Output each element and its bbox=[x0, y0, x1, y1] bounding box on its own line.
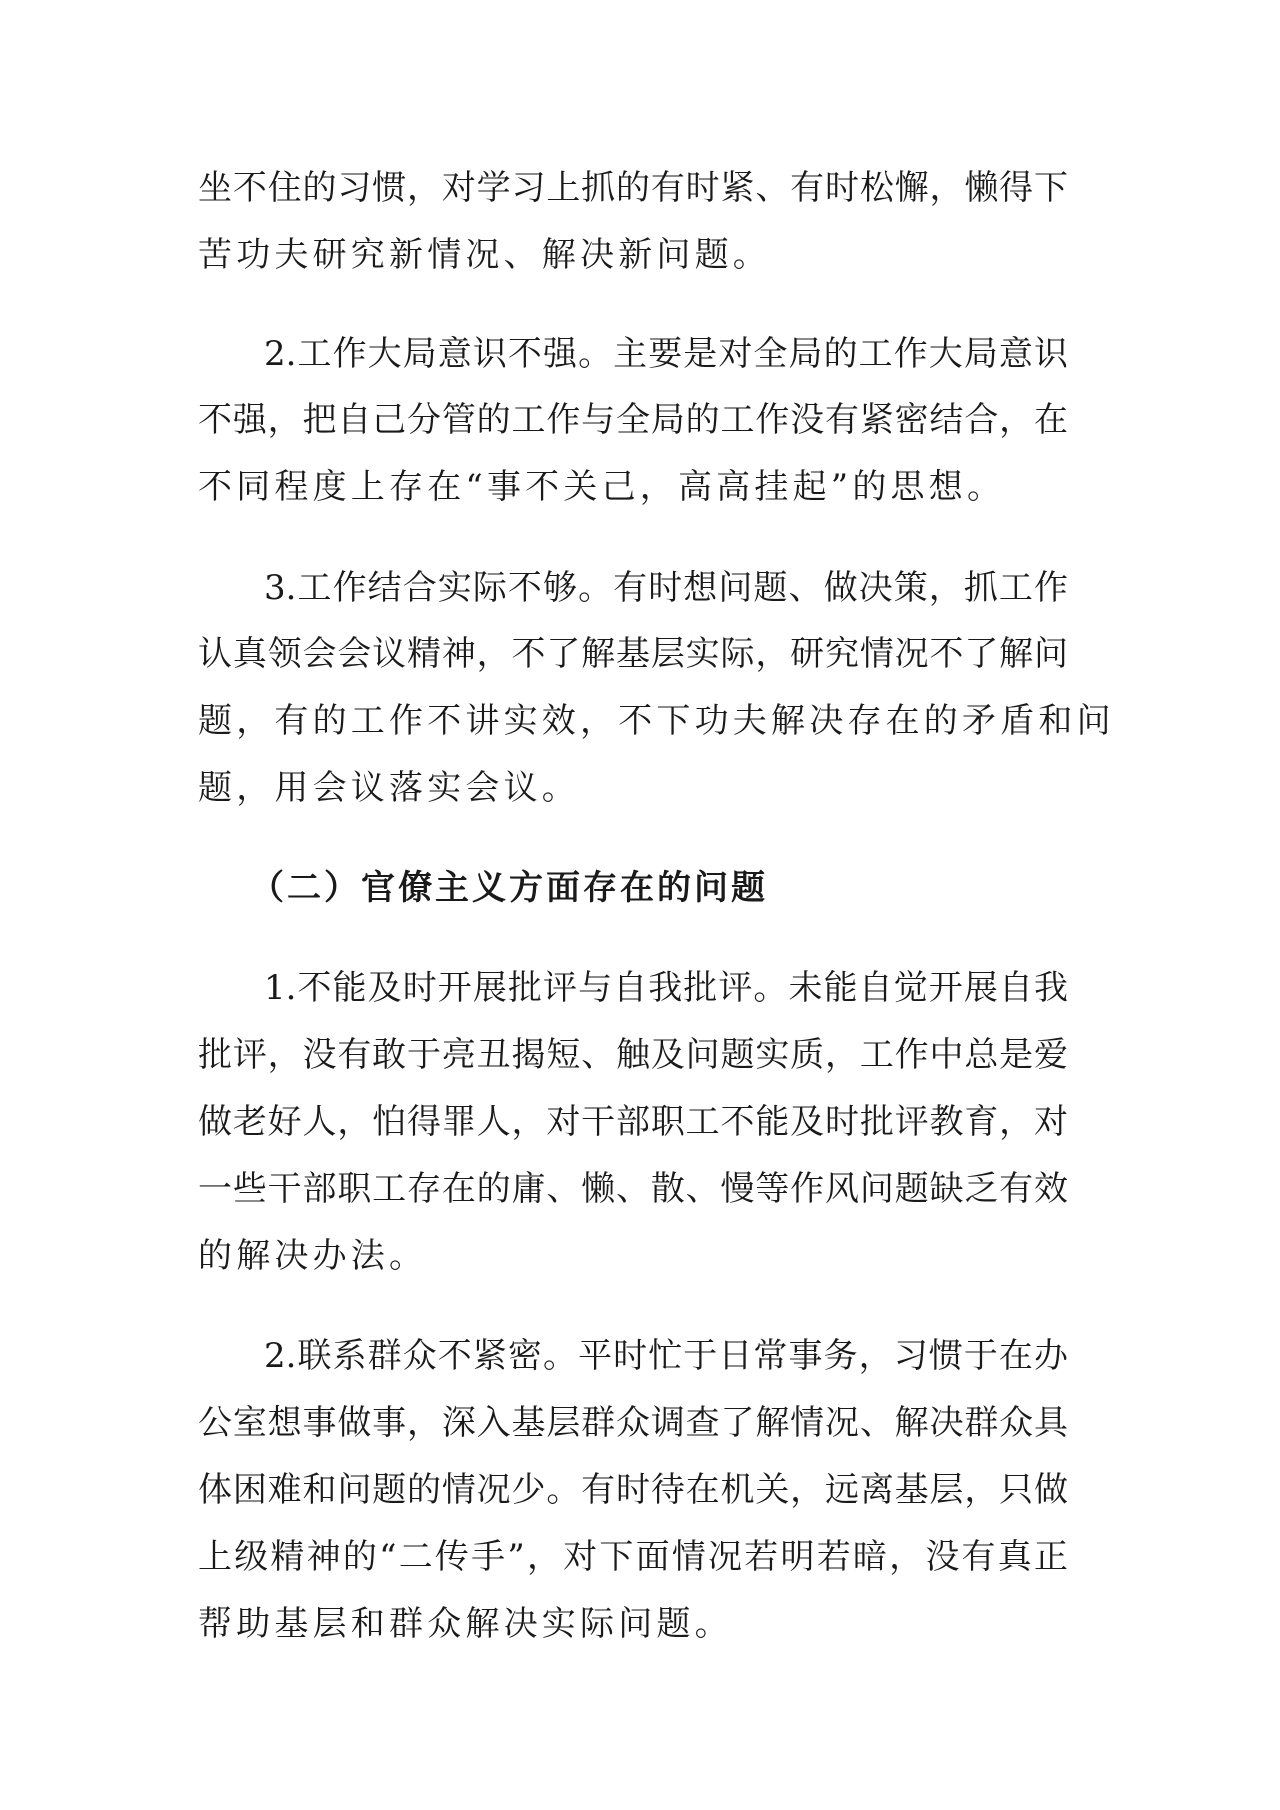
paragraph-line: 不强，把自己分管的工作与全局的工作没有紧密结合，在 bbox=[198, 400, 1068, 440]
paragraph-line: 2.工作大局意识不强。主要是对全局的工作大局意识 bbox=[264, 334, 1068, 374]
paragraph-line: 一些干部职工存在的庸、懒、散、慢等作风问题缺乏有效 bbox=[198, 1169, 1068, 1209]
paragraph-line: 1.不能及时开展批评与自我批评。未能自觉开展自我 bbox=[264, 968, 1068, 1008]
section-heading: （二）官僚主义方面存在的问题 bbox=[250, 868, 768, 908]
paragraph-line: 题，有的工作不讲实效，不下功夫解决存在的矛盾和问 bbox=[198, 701, 1115, 741]
paragraph-line: 3.工作结合实际不够。有时想问题、做决策，抓工作 bbox=[264, 568, 1068, 608]
paragraph-line: 苦功夫研究新情况、解决新问题。 bbox=[198, 235, 771, 275]
paragraph-line: 帮助基层和群众解决实际问题。 bbox=[198, 1604, 733, 1644]
paragraph-line: 的解决办法。 bbox=[198, 1236, 428, 1276]
paragraph-line: 不同程度上存在“事不关己，高高挂起”的思想。 bbox=[198, 467, 1006, 507]
paragraph-line: 题，用会议落实会议。 bbox=[198, 768, 580, 808]
paragraph-line: 认真领会会议精神，不了解基层实际，研究情况不了解问 bbox=[198, 634, 1068, 674]
paragraph-line: 体困难和问题的情况少。有时待在机关，远离基层，只做 bbox=[198, 1470, 1068, 1510]
paragraph-line: 2.联系群众不紧密。平时忙于日常事务，习惯于在办 bbox=[264, 1336, 1068, 1376]
paragraph-line: 做老好人，怕得罪人，对干部职工不能及时批评教育，对 bbox=[198, 1102, 1068, 1142]
paragraph-line: 上级精神的“二传手”，对下面情况若明若暗，没有真正 bbox=[198, 1537, 1068, 1577]
paragraph-line: 坐不住的习惯，对学习上抓的有时紧、有时松懈，懒得下 bbox=[198, 168, 1068, 208]
paragraph-line: 公室想事做事，深入基层群众调查了解情况、解决群众具 bbox=[198, 1403, 1068, 1443]
paragraph-line: 批评，没有敢于亮丑揭短、触及问题实质，工作中总是爱 bbox=[198, 1035, 1068, 1075]
